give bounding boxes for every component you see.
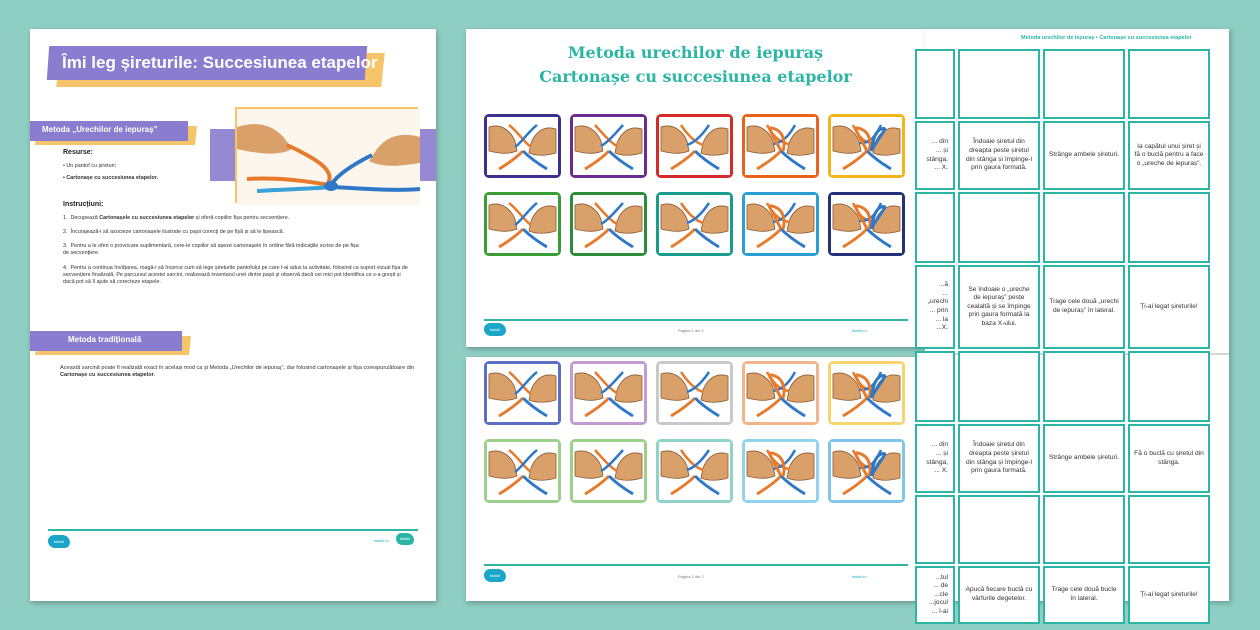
footer-line [48, 529, 418, 531]
table-cell [915, 49, 955, 119]
twinkl-badge: twinkl [396, 533, 414, 545]
cards-sheet-page-2 [466, 357, 925, 601]
resource-item: • Un pantof cu șireturi; [63, 163, 117, 169]
table-cell: ...ă ... „urechi ... prin ... la ...X. [915, 265, 955, 349]
sheet-title: Îmi leg șireturile: Succesiunea etapelor [62, 53, 378, 72]
table-cell [958, 49, 1040, 119]
table-cell: Ți-ai legat șireturile! [1128, 566, 1210, 624]
sequence-card [656, 439, 733, 503]
table-cell [1128, 495, 1210, 564]
table-cell: Trage cele două „urechi de iepuraș” în lateral. [1043, 265, 1125, 349]
section2-heading: Metoda tradițională [68, 335, 142, 344]
sequence-card [828, 439, 905, 503]
instruction-item: 4. Pentru a continua învățarea, roagă-i să încerce cum să lege șireturile pantofului pe care l-ai adus la activitate, folosind ca suport vizual fișa de secvențiere finalizată. Pe parcursul acestei sarcini, realizează inventarul unei dintre pașii și observă dacă cei mici pot identifica ce s-a greșit și dacă pot să îl ajute să corecteze etapele. [63, 265, 408, 285]
table-cell [958, 351, 1040, 422]
sequence-card [656, 114, 733, 178]
sequence-card [570, 361, 647, 425]
table-cell: Ți-ai legat șireturile! [1128, 265, 1210, 349]
table-cell [1043, 351, 1125, 422]
table-cell [915, 495, 955, 564]
table-cell: Fă o buclă cu șiretul din stânga. [1128, 424, 1210, 493]
section2-text: Această sarcină poate fi realizată exact în același mod ca și Metoda „Urechilor de iepuraș”, dar folosind cartonașele și fișa corespunzătoare din Cartonașe cu succesiunea etapelor. [60, 365, 415, 379]
table-cell [1043, 192, 1125, 263]
table-cell: Strânge ambele șireturi. [1043, 424, 1125, 493]
instruction-item: 1. Decupează Cartonașele cu succesiunea etapelor și oferă copiilor fișa pentru secvențiere. [63, 215, 290, 221]
twinkl-logo: twinkl [48, 535, 70, 548]
footer-line [484, 319, 908, 321]
table-cell: Apucă fiecare buclă cu vârfurile degetelor. [958, 566, 1040, 624]
table-cell [1043, 49, 1125, 119]
table-cell [958, 192, 1040, 263]
section1-banner [30, 121, 188, 141]
sequence-card [656, 361, 733, 425]
table-cell [1128, 351, 1210, 422]
sequence-card [656, 192, 733, 256]
section1-heading: Metoda „Urechilor de iepuraș” [42, 125, 158, 134]
sequence-card [742, 361, 819, 425]
table-cell: Trage cele două bucle în lateral. [1043, 566, 1125, 624]
table-cell [1128, 49, 1210, 119]
twinkl-logo: twinkl [484, 323, 506, 336]
sequence-card [484, 361, 561, 425]
instruction-item: 3. Pentru a le oferi o provocare suplimentară, cere-le copiilor să așeze cartonașele în ordine fără indicațiile scrise de pe fișa de secvențiere. [63, 243, 359, 256]
instruction-item: 2. Încurajează-i să asocieze cartonașele ilustrate cu pașii corecți de pe fișă și să le lipească. [63, 229, 285, 235]
cards-sheet-page-1 [466, 29, 925, 347]
sequencing-table-sheet [925, 29, 1229, 615]
shoelace-photo [235, 107, 418, 203]
table-cell [915, 351, 955, 422]
resource-item: • Cartonașe cu succesiunea etapelor. [63, 175, 159, 181]
table-cell [915, 192, 955, 263]
table-cell [1128, 192, 1210, 263]
sequence-card [484, 439, 561, 503]
twinkl-logo: twinkl [484, 569, 506, 582]
footer-line [484, 564, 908, 566]
footer-url: twinkl.ro [374, 538, 389, 543]
instructions-heading: Instrucțiuni: [63, 201, 104, 208]
table-cell: Îndoaie șiretul din dreapta peste șiretul din stânga și împinge-l prin gaura formată. [958, 424, 1040, 493]
sequence-card [570, 439, 647, 503]
footer-url: twinkl.ro [852, 328, 867, 333]
instruction-sheet [30, 29, 436, 601]
sequence-card [742, 192, 819, 256]
sequence-card [484, 192, 561, 256]
table-cell: Ia capătul unui șiret și fă o buclă pentru a face o „ureche de iepuraș”. [1128, 121, 1210, 190]
table-cell: Îndoaie șiretul din dreapta peste șiretul din stânga și împinge-l prin gaura formată. [958, 121, 1040, 190]
table-cell: Strânge ambele șireturi. [1043, 121, 1125, 190]
sequence-card [828, 114, 905, 178]
sequence-card [828, 192, 905, 256]
sequence-card [484, 114, 561, 178]
page-number: Pagina 1 din 2 [678, 328, 704, 333]
table-cell: ... din ... și stânga, ... X. [915, 424, 955, 493]
cards-title-line1: Metoda urechilor de iepuraș [567, 43, 824, 62]
sequence-card [570, 114, 647, 178]
section2-banner [30, 331, 182, 351]
table-cell [1043, 495, 1125, 564]
page-number: Pagina 2 din 2 [678, 574, 704, 579]
table-cell: ... din ... și stânga, ... X. [915, 121, 955, 190]
sequence-card [742, 114, 819, 178]
sequence-card [828, 361, 905, 425]
sequence-card [742, 439, 819, 503]
cards-title-line2: Cartonașe cu succesiunea etapelor [539, 67, 852, 86]
title-banner [48, 46, 378, 86]
table-cell: Se îndoaie o „ureche de iepuraș” peste cealaltă și se împinge prin gaura formată la baza X-ului. [958, 265, 1040, 349]
resources-heading: Resurse: [63, 149, 93, 156]
footer-url: twinkl.ro [852, 574, 867, 579]
table-cell: ...tul ... de ...cle ...jocul ... l-ai [915, 566, 955, 624]
table-cell [958, 495, 1040, 564]
sequence-card [570, 192, 647, 256]
table-header: Metoda urechilor de iepuraș • Cartonașe cu succesiunea etapelor [1021, 35, 1192, 41]
